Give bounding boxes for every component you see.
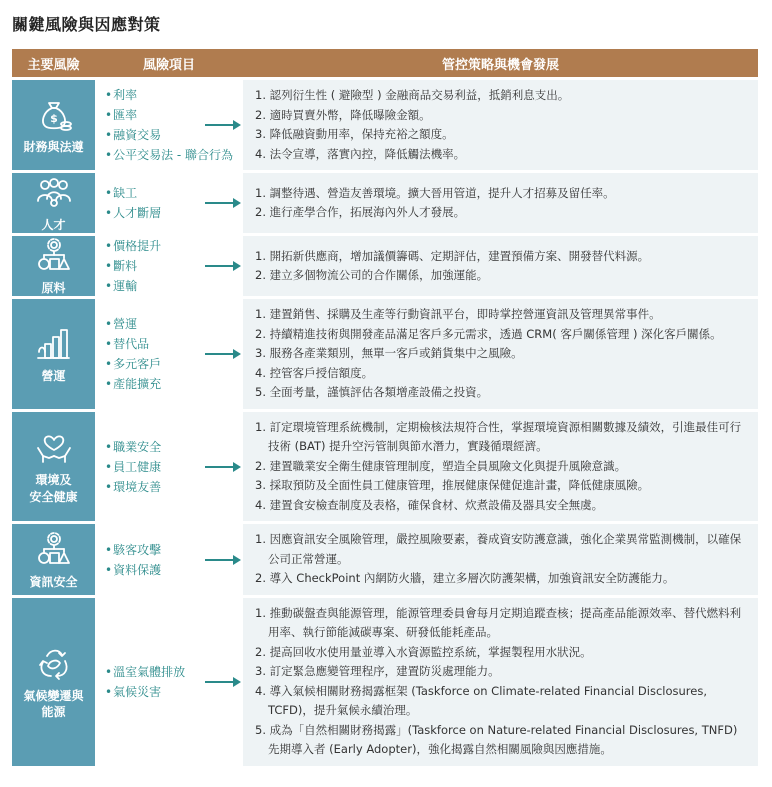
header-items: 風險項目 [142, 57, 195, 73]
strategy-item: 4. 導入氣候相關財務揭露框架 (Taskforce on Climate-related Financial Disclosures, TCFD)，提升氣候永續治理。 [255, 683, 708, 718]
arrow-icon [205, 348, 241, 360]
arrow-icon [205, 554, 241, 566]
risk-label: 環境及 安全健康 [29, 473, 78, 504]
strategy-item: 2. 建立多個物流公司的合作關係，加強運能。 [255, 268, 489, 283]
table-row [12, 524, 758, 595]
risk-label: 人才 [41, 218, 66, 232]
risk-item: • 缺工 [105, 183, 161, 203]
strategy-item: 5. 全面考量，謹慎評估各類增產設備之投資。 [255, 385, 489, 400]
arrow-icon [205, 676, 241, 688]
people-group-icon [35, 173, 73, 211]
risk-item: • 運輸 [105, 276, 161, 296]
risk-item: • 環境友善 [105, 477, 161, 497]
risk-item: • 公平交易法 - 聯合行為 [105, 145, 233, 165]
risk-item: • 氣候災害 [105, 682, 185, 702]
gear-shapes-icon [35, 236, 73, 274]
strategy-item: 3. 服務各產業類別，無單一客戶或銷貨集中之風險。 [255, 346, 523, 361]
risk-label: 資訊安全 [29, 574, 78, 589]
risk-label: 氣候變遷與 能源 [23, 688, 84, 719]
table-row [12, 598, 758, 766]
risk-cell [12, 412, 95, 522]
risk-items-cell [95, 598, 243, 766]
risk-item: • 產能擴充 [105, 374, 161, 394]
risk-items-cell [95, 524, 243, 595]
risk-item: • 斷料 [105, 256, 161, 276]
strategy-item: 2. 進行產學合作，拓展海內外人才發展。 [255, 205, 466, 220]
risk-label: 營運 [41, 369, 66, 384]
risk-label: 原料 [41, 281, 66, 296]
svg-text:$: $ [49, 111, 58, 125]
risk-item: • 替代品 [105, 334, 161, 354]
strategy-cell [243, 80, 758, 170]
risk-item: • 多元客戶 [105, 354, 161, 374]
strategy-item: 2. 持續精進技術與開發產品滿足客戶多元需求，透過 CRM( 客戶關係管理 ) 深化客戶關係。 [255, 326, 722, 341]
arrow-icon [205, 461, 241, 473]
bar-chart-icon [35, 324, 73, 362]
strategy-item: 2. 導入 CheckPoint 內網防火牆，建立多層次防護架構，加強資訊安全防護能力。 [255, 571, 675, 586]
gear-shapes-icon [35, 530, 73, 568]
money-bag-icon [35, 95, 73, 133]
table-row [12, 299, 758, 409]
risk-cell [12, 299, 95, 409]
strategy-item: 4. 控管客戶授信額度。 [255, 365, 374, 380]
strategy-item: 1. 調整待遇、營造友善環境。擴大晉用管道，提升人才招募及留任率。 [255, 185, 615, 200]
strategy-cell [243, 412, 758, 522]
strategy-item: 5. 成為「自然相關財務揭露」(Taskforce on Nature-related Financial Disclosures, TNFD) 先期導入者 (Early Adopter)，強化揭露自然相關風險與因應措施。 [255, 722, 738, 757]
strategy-item: 1. 推動碳盤查與能源管理，能源管理委員會每月定期追蹤查核；提高產品能源效率、替代燃料利用率、執行節能減碳專案、研發低能耗產品。 [255, 605, 742, 640]
risk-item: • 價格提升 [105, 236, 161, 256]
risk-items-cell [95, 236, 243, 296]
risk-cell [12, 598, 95, 766]
risk-cell [12, 173, 95, 233]
strategy-item: 4. 法令宣導，落實內控，降低觸法機率。 [255, 146, 466, 161]
arrow-icon [205, 197, 241, 209]
risk-item: • 溫室氣體排放 [105, 662, 185, 682]
hands-heart-icon [35, 428, 73, 466]
arrow-icon [205, 119, 241, 131]
risk-items-cell [95, 412, 243, 522]
strategy-cell [243, 524, 758, 595]
risk-item: • 人才斷層 [105, 203, 161, 223]
page-title: 關鍵風險與因應對策 [12, 15, 161, 34]
risk-cell [12, 80, 95, 170]
risk-item: • 融資交易 [105, 125, 233, 145]
risk-item: • 員工健康 [105, 457, 161, 477]
header-strategy: 管控策略與機會發展 [441, 57, 559, 73]
strategy-cell [243, 173, 758, 233]
table-header [12, 49, 758, 77]
table-body [12, 80, 758, 766]
strategy-item: 1. 開拓新供應商，增加議價籌碼、定期評估，建置預備方案、開發替代料源。 [255, 248, 650, 263]
risk-item: • 職業安全 [105, 437, 161, 457]
risk-items-cell [95, 299, 243, 409]
strategy-cell [243, 299, 758, 409]
risk-item: • 資料保護 [105, 560, 161, 580]
strategy-item: 2. 建置職業安全衛生健康管理制度，塑造全員風險文化與提升風險意識。 [255, 458, 627, 473]
strategy-item: 1. 建置銷售、採購及生產等行動資訊平台，即時掌控營運資訊及管理異常事件。 [255, 307, 661, 322]
risk-item: • 匯率 [105, 105, 233, 125]
risk-cell [12, 524, 95, 595]
risk-item: • 營運 [105, 314, 161, 334]
header-risk: 主要風險 [27, 57, 80, 73]
risk-item: • 利率 [105, 85, 233, 105]
risk-label: 財務與法遵 [23, 139, 84, 154]
table-row [12, 236, 758, 296]
strategy-item: 1. 訂定環境管理系統機制，定期檢核法規符合性，掌握環境資源相關數據及績效，引進最佳可行技術 (BAT) 提升空污管制與節水潛力，實踐循環經濟。 [255, 419, 742, 454]
recycle-icon [35, 644, 73, 682]
strategy-item: 1. 認列衍生性 ( 避險型 ) 金融商品交易利益，抵銷利息支出。 [255, 88, 570, 102]
strategy-item: 3. 訂定緊急應變管理程序，建置防災處理能力。 [255, 664, 500, 679]
strategy-item: 4. 建置食安檢查制度及表格，確保食材、炊煮設備及器具安全無虞。 [255, 497, 604, 512]
strategy-item: 2. 提高回收水使用量並導入水資源監控系統，掌握製程用水狀況。 [255, 644, 592, 659]
table-row [12, 173, 758, 233]
arrow-icon [205, 260, 241, 272]
risk-table [12, 49, 758, 766]
strategy-item: 1. 因應資訊安全風險管理，嚴控風險要素，養成資安防護意識，強化企業異常監測機制，以確保公司正常營運。 [255, 532, 742, 566]
risk-cell [12, 236, 95, 296]
table-row [12, 80, 758, 170]
strategy-item: 2. 適時買賣外幣，降低曝險金額。 [255, 107, 431, 122]
strategy-item: 3. 降低融資動用率，保持充裕之額度。 [255, 127, 454, 141]
table-row [12, 412, 758, 522]
risk-items-cell [95, 80, 243, 170]
strategy-cell [243, 236, 758, 296]
risk-item: • 駭客攻擊 [105, 540, 161, 560]
strategy-cell [243, 598, 758, 766]
risk-items-cell [95, 173, 243, 233]
strategy-item: 3. 採取預防及全面性員工健康管理，推展健康保健促進計畫，降低健康風險。 [255, 478, 650, 493]
